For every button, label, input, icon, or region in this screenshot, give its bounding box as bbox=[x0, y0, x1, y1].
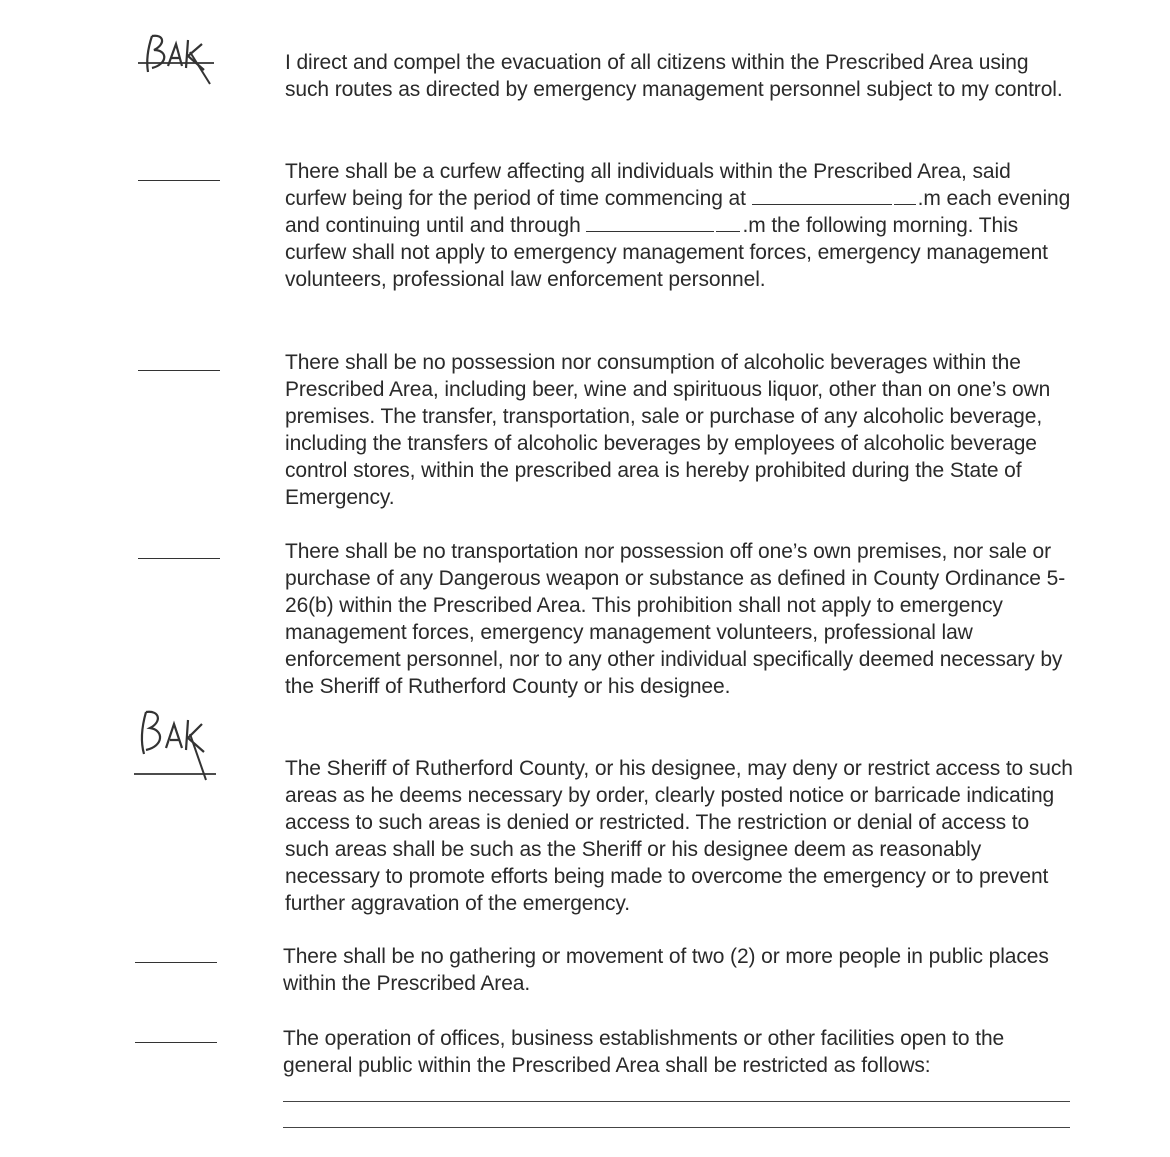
clause-text: There shall be no transportation nor possession off one’s own premises, nor sale or purchase of any Dangerous weapon or substance as defined in County Ordinance 5-26(b) within the Prescribed Area. This prohibition shall not apply to emergency management forces, emergency management volunteers, professional law enforcement personnel, nor to any other individual specifically deemed necessary by the Sheriff of Rutherford County or his designee. bbox=[285, 540, 1066, 698]
clause-text: There shall be no possession nor consumption of alcoholic beverages within the Prescribed Area, including beer, wine and spirituous liquor, other than on one’s own premises. The transfer, transportation, sale or purchase of any alcoholic beverage, including the transfers of alcoholic beverages by employees of alcoholic beverage control stores, within the prescribed area is hereby prohibited during the State of Emergency. bbox=[285, 351, 1051, 509]
clause-evacuation bbox=[285, 49, 1075, 103]
initial-line-6[interactable] bbox=[135, 962, 217, 963]
clause-gathering bbox=[283, 943, 1073, 997]
curfew-suffix1: .m bbox=[917, 187, 941, 210]
restriction-fill-line-1[interactable] bbox=[283, 1101, 1070, 1102]
clause-weapons bbox=[285, 538, 1075, 700]
handwritten-initials-2 bbox=[128, 700, 220, 788]
clause-text: There shall be no gathering or movement of two (2) or more people in public places within the Prescribed Area. bbox=[283, 945, 1049, 995]
clause-text: The Sheriff of Rutherford County, or his designee, may deny or restrict access to such areas as he deems necessary by order, clearly posted notice or barricade indicating access to such areas is denied or restricted. The restriction or denial of access to such areas shall be such as the Sheriff or his designee deem as reasonably necessary to promote efforts being made to overcome the emergency or to prevent further aggravation of the emergency. bbox=[285, 757, 1073, 915]
clause-business-operation bbox=[283, 1025, 1073, 1079]
clause-text bbox=[285, 158, 1075, 293]
curfew-text-part2: each evening and continuing until and through bbox=[285, 187, 1071, 237]
curfew-text-part3: following morning. This curfew shall not apply to emergency management forces, emergency management volunteers, professional law enforcement personnel. bbox=[285, 214, 1048, 291]
restriction-fill-line-2[interactable] bbox=[283, 1127, 1070, 1128]
curfew-start-time-field[interactable] bbox=[752, 186, 892, 205]
initial-line-7[interactable] bbox=[135, 1042, 217, 1043]
curfew-start-ampm-field[interactable] bbox=[894, 186, 916, 205]
initial-line-3[interactable] bbox=[138, 370, 220, 371]
clause-access-restriction bbox=[285, 755, 1075, 917]
curfew-end-time-field[interactable] bbox=[586, 213, 714, 232]
curfew-text-part1: There shall be a curfew affecting all individuals within the Prescribed Area, said curfew being for the period of time commencing at bbox=[285, 160, 1011, 210]
clause-text: The operation of offices, business establishments or other facilities open to the general public within the Prescribed Area shall be restricted as follows: bbox=[283, 1027, 1005, 1077]
initial-line-2[interactable] bbox=[138, 180, 220, 181]
handwritten-initials-1 bbox=[130, 22, 220, 102]
curfew-suffix2: .m the bbox=[742, 214, 801, 237]
clause-curfew bbox=[285, 158, 1075, 293]
initial-line-4[interactable] bbox=[138, 558, 220, 559]
clause-alcohol bbox=[285, 349, 1075, 511]
curfew-end-ampm-field[interactable] bbox=[716, 213, 740, 232]
clause-text: I direct and compel the evacuation of all citizens within the Prescribed Area using such routes as directed by emergency management personnel subject to my control. bbox=[285, 51, 1063, 101]
